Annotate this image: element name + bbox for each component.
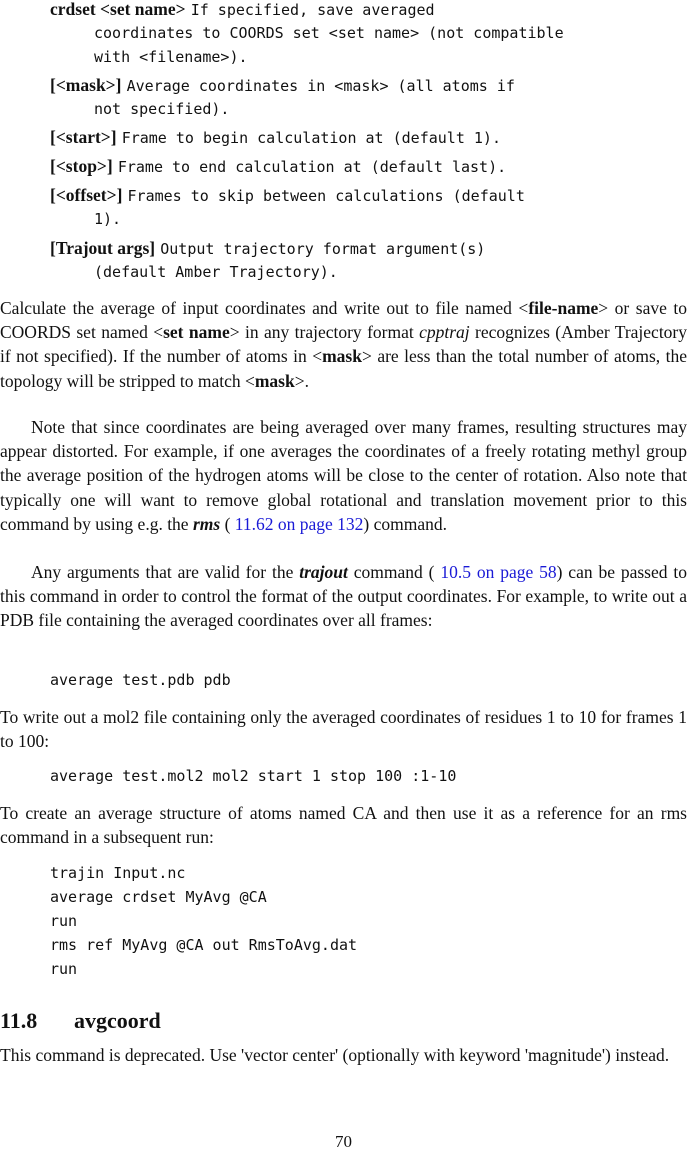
text: Any arguments that are valid for the [31, 562, 300, 582]
emphasis: file-name [528, 298, 599, 318]
text: recognizes (Amber Trajectory if not specified). If the number of atoms in < [0, 322, 687, 367]
code-example: average test.mol2 mol2 start 1 stop 100 :1-10 [50, 767, 457, 785]
command-name: trajout [299, 562, 348, 582]
text: ( [220, 513, 235, 534]
arg-label: [<start>] [50, 127, 117, 147]
program-name: cpptraj [419, 322, 470, 343]
text: Calculate the average of input coordinates and write out to file named < [0, 298, 529, 318]
arg-description-continued: coordinates to COORDS set <set name> (not compatible [94, 24, 564, 42]
cross-reference-link[interactable]: 10.5 on page 58 [440, 562, 557, 582]
text: > or save to COORDS set named < [0, 298, 687, 343]
paragraph-description [0, 296, 687, 393]
arg-description: Frame to end calculation at (default last). [117, 158, 507, 176]
text: > in any trajectory format [229, 322, 420, 343]
arg-trajout [50, 236, 485, 261]
section-number: 11.8 [0, 1008, 38, 1033]
paragraph-mol2: To write out a mol2 file containing only the averaged coordinates of residues 1 to 10 for frames 1 to 100: [0, 707, 687, 752]
text: command ( [347, 562, 441, 582]
paragraph-deprecated: This command is deprecated. Use 'vector center' (optionally with keyword 'magnitude') instead. [0, 1045, 670, 1065]
command-name: rms [192, 513, 221, 534]
arg-label: [<stop>] [50, 156, 113, 176]
page-number: 70 [335, 1132, 352, 1151]
code-line: average crdset MyAvg @CA [50, 888, 267, 906]
code-example: average test.pdb pdb [50, 671, 231, 689]
arg-description: If specified, save averaged [190, 1, 435, 19]
arg-description: Average coordinates in <mask> (all atoms if [126, 77, 515, 95]
code-line: rms ref MyAvg @CA out RmsToAvg.dat [50, 936, 358, 954]
arg-description: Frame to begin calculation at (default 1). [121, 129, 501, 147]
arg-label: [Trajout args] [50, 238, 156, 258]
section-title: avgcoord [74, 1008, 161, 1033]
arg-description-continued: with <filename>). [94, 48, 248, 66]
arg-label: [<offset>] [50, 185, 123, 205]
arg-offset [50, 183, 525, 208]
arg-label: [<mask>] [50, 75, 122, 95]
code-line: trajin Input.nc [50, 864, 186, 882]
cross-reference-link[interactable]: 11.62 on page 132 [234, 513, 364, 534]
arg-label: crdset <set name> [50, 0, 186, 19]
arg-stop [50, 154, 506, 179]
paragraph-note [0, 415, 687, 536]
text: >. [294, 370, 309, 391]
arg-description: Output trajectory format argument(s) [160, 240, 486, 258]
arg-mask [50, 73, 515, 98]
text: ) command. [363, 513, 447, 534]
text: Note that since coordinates are being averaged over many frames, resulting structures may appear distorted. For example, if one averages the coordinates of a freely rotating methyl group the average position of the hydrogen atoms will be close to the center of rotation. Also note that typically one will want to remove global rotational and translation movement prior to this command by using e.g. the [0, 417, 687, 534]
text: > are less than the total number of atoms, the topology will be stripped to match < [0, 346, 687, 391]
arg-description-continued: 1). [94, 210, 122, 228]
paragraph-reference: To create an average structure of atoms named CA and then use it as a reference for an rms command in a subsequent run: [0, 803, 687, 848]
arg-description-continued: (default Amber Trajectory). [94, 263, 338, 281]
emphasis: mask [254, 370, 295, 391]
arg-description: Frames to skip between calculations (default [127, 187, 525, 205]
arg-crdset [50, 0, 435, 22]
paragraph-trajout [0, 560, 687, 633]
arg-start [50, 125, 501, 150]
emphasis: mask [322, 346, 362, 367]
text: ) can be passed to this command in order to control the format of the output coordinates. For example, to write out a PDB file containing the averaged coordinates over all frames: [0, 562, 687, 631]
code-line: run [50, 960, 78, 978]
code-line: run [50, 912, 78, 930]
section-heading [0, 1008, 161, 1034]
emphasis: set name [163, 322, 230, 343]
arg-description-continued: not specified). [94, 100, 230, 118]
